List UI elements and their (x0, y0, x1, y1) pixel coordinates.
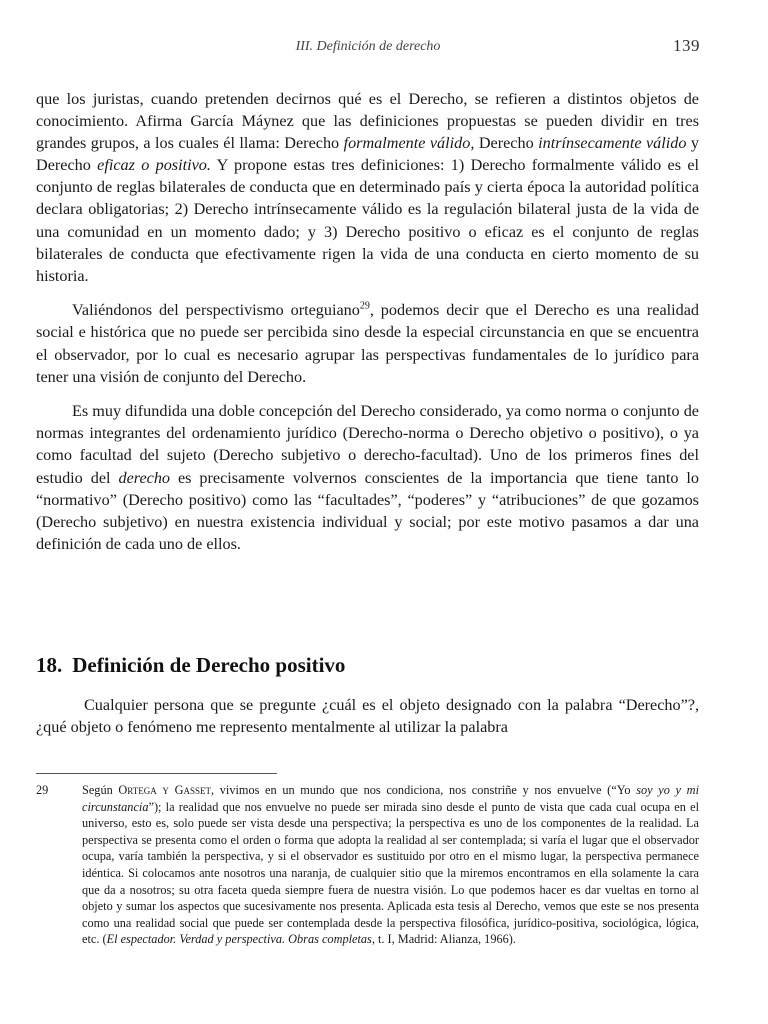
italic-term: intrínsecamente válido (538, 134, 687, 153)
paragraph-1: que los juristas, cuando pretenden decirnos qué es el Derecho, se refieren a distintos objetos de conocimiento. Afirma García Máynez que las definiciones propuestas se pueden dividir en tres grandes grupos, a los cuales él llama: Derecho formalmente válido, Derecho intrínsecamente válido y Derecho eficaz o positivo. Y propone estas tres definiciones: 1) Derecho formalmente válido es el conjunto de reglas bilaterales de conducta que en determinado país y cierta época la autoridad política declara obligatorias; 2) Derecho intrínsecamente válido es la regulación bilateral justa de la vida de una comunidad en un momento dado; y 3) Derecho positivo o eficaz es el conjunto de reglas bilaterales de conducta que efectivamente rigen la vida de una conducta en cierto momento de su historia. (36, 90, 700, 285)
running-header (36, 36, 700, 58)
footnote-text: Según Ortega y Gasset, vivimos en un mundo que nos condiciona, nos constriñe y nos envuelve (“Yo soy yo y mi circunstancia”); la realidad que nos envuelve no puede ser mirada sino desde el punto de vista que cada cual ocupa en el universo, esto es, solo puede ser vista desde una perspectiva; la perspectiva es uno de los componentes de la realidad. La perspectiva se presenta como el orden o forma que adopta la realidad al ser contemplada; si varía el lugar que el observador ocupa, varía también la perspectiva, y si el observador es sustituido por otro en el mismo lugar, la perspectiva permanece idéntica. Si colocamos ante nosotros una naranja, de cualquier sitio que la miremos encontramos en ella solamente la cara que da a nosotros; su otra faceta queda siempre fuera de nuestra visión. Lo que podemos hacer es dar vueltas en torno al objeto y sumar los aspectos que sucesivamente nos presenta. Aplicada esta tesis al Derecho, vemos que este se nos presenta como una realidad social que puede ser contemplada desde la perspectiva filosófica, jurídico-positiva, sociológica, lógica, etc. (El espectador. Verdad y perspectiva. Obras completas, t. I, Madrid: Alianza, 1966). (82, 783, 699, 947)
footnote-separator (36, 773, 277, 774)
section-title: Definición de Derecho positivo (72, 653, 346, 677)
footnote-ref[interactable]: 29 (359, 300, 370, 312)
footnote-number: 29 (36, 783, 49, 797)
running-title: III. Definición de derecho (295, 39, 441, 54)
footnote (36, 782, 699, 948)
italic-term: derecho (118, 468, 171, 487)
main-text (36, 88, 699, 567)
author-name: Ortega y Gasset (118, 783, 211, 797)
section-number: 18. (36, 653, 63, 677)
citation-title: El espectador. Verdad y perspectiva. Obras completas, (106, 932, 375, 947)
paragraph-2: Valiéndonos del perspectivismo orteguiano$^{29}$, podemos decir que el Derecho es una realidad social e histórica que no puede ser percibida sino desde la especial circunstancia en que se encuentra el observador, por lo cual es necesario agrupar las perspectivas fundamentales de lo jurídico para tener una visión de conjunto del Derecho. (36, 300, 699, 386)
section-paragraph-1: Cualquier persona que se pregunte ¿cuál es el objeto designado con la palabra “Derecho”?, ¿qué objeto o fenómeno me represento mentalmente al utilizar la palabra (36, 696, 699, 737)
italic-term: formalmente válido, (343, 134, 475, 153)
section-text (36, 694, 699, 738)
paragraph-3: Es muy difundida una doble concepción del Derecho considerado, ya como norma o conjunto de normas integrantes del ordenamiento jurídico (Derecho-norma o Derecho objetivo o positivo), o ya como facultad del sujeto (Derecho subjetivo o derecho-facultad). Uno de los primeros fines del estudio del derecho es precisamente volvernos conscientes de la importancia que tiene tanto lo “normativo” (Derecho positivo) como las “facultades”, “poderes” y “atribuciones” de que gozamos (Derecho subjetivo) en nuestra existencia individual y social; por este motivo pasamos a dar una definición de cada uno de ellos. (36, 402, 699, 553)
italic-term: eficaz o positivo. (97, 156, 211, 175)
section-heading (36, 653, 345, 678)
page-number: 139 (673, 36, 700, 55)
